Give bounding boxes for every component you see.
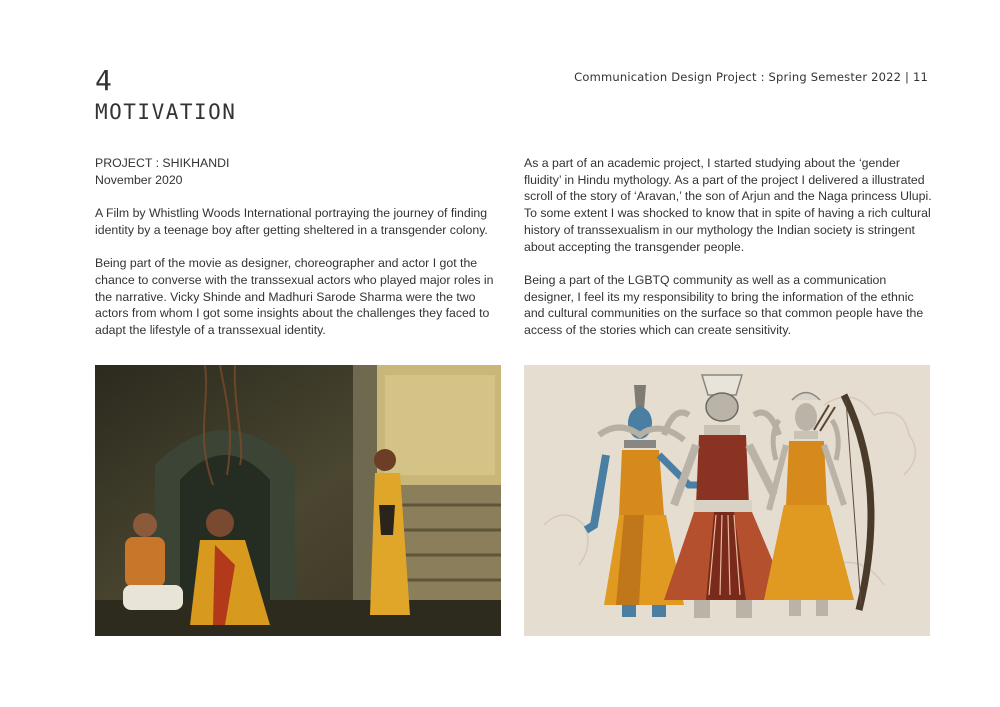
film-description: A Film by Whistling Woods International portraying the journey of finding identity by a teenage boy after getting sheltered in a transgender colony. [95, 206, 488, 237]
running-header: Communication Design Project : Spring Semester 2022 | 11 [574, 70, 928, 84]
role-description: Being part of the movie as designer, choreographer and actor I got the chance to converse with the transsexual actors who played major roles in the narrative. Vicky Shinde and Madhuri Sarode Sharma were the two actors from whom I got some insights about the challenges they faced to adapt the lifestyle of a transsexual identity. [95, 256, 494, 337]
responsibility-paragraph: Being a part of the LGBTQ community as well as a communication designer, I feel its my responsibility to bring the information of the ethnic and cultural communities on the surface so that common people have the access of the stories which can create sensitivity. [524, 272, 924, 338]
right-column [524, 155, 934, 355]
mythology-illustration-image [524, 365, 930, 636]
project-date: November 2020 [95, 172, 183, 187]
section-title: MOTIVATION [95, 100, 237, 124]
section-number: 4 [95, 64, 112, 97]
left-column [95, 155, 505, 355]
film-still-image [95, 365, 501, 636]
project-label: PROJECT : SHIKHANDI [95, 156, 230, 170]
academic-project-paragraph: As a part of an academic project, I started studying about the ‘gender fluidity’ in Hindu mythology. As a part of the project I delivered a illustrated scroll of the story of ‘Aravan,’ the son of Arjun and the Naga princess Ulupi. To some extent I was shocked to know that in spite of having a rich cultural history of transsexualism in our mythology the Indian society is stringent about accepting the transgender people. [524, 156, 932, 254]
